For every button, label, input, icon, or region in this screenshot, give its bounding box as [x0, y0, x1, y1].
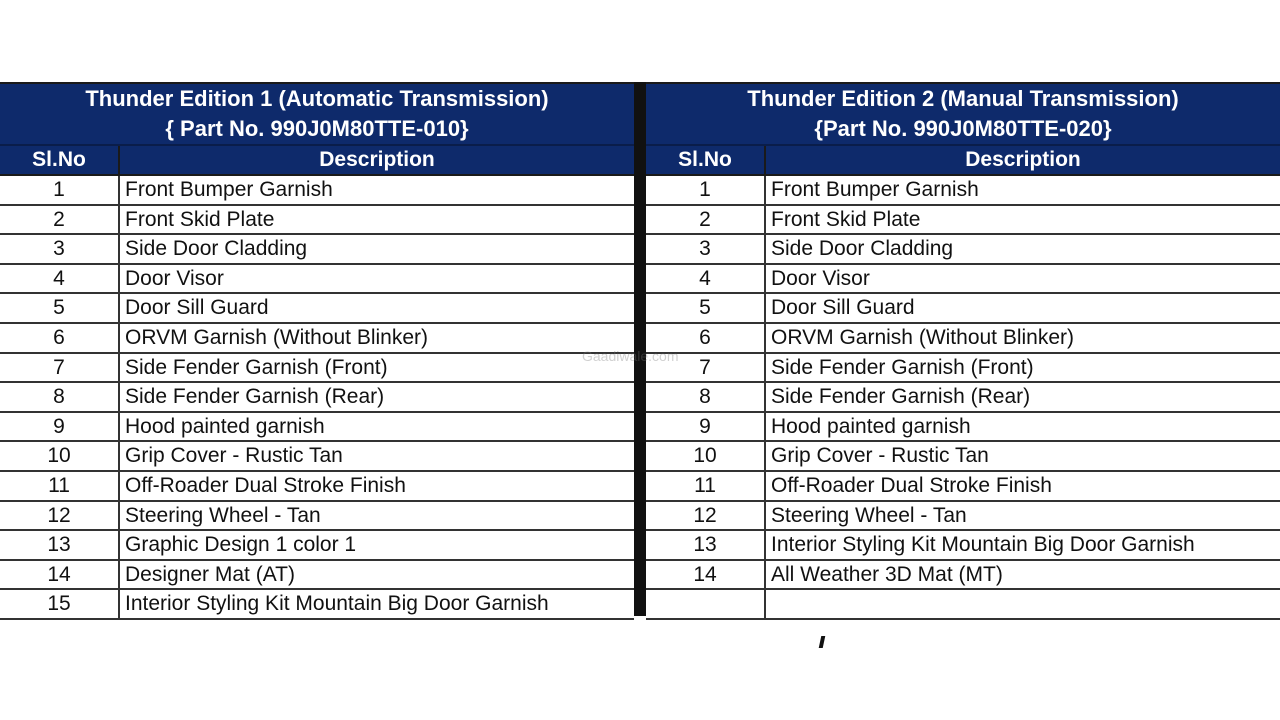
cell-description: Grip Cover - Rustic Tan	[771, 444, 989, 468]
table-body	[0, 176, 634, 620]
cell-sl-no: 13	[646, 531, 766, 559]
cell-description: Interior Styling Kit Mountain Big Door Garnish	[771, 533, 1195, 557]
cell-description: Front Skid Plate	[125, 207, 275, 231]
cell-sl-no: 6	[0, 324, 120, 352]
cell-sl-no: 10	[0, 442, 120, 470]
cell-description: Grip Cover - Rustic Tan	[125, 444, 343, 468]
table-thunder-edition-1	[0, 82, 634, 618]
cell-description: Graphic Design 1 color 1	[125, 533, 357, 557]
cell-description: Side Fender Garnish (Rear)	[125, 385, 385, 409]
column-header-row	[0, 146, 634, 176]
table-row	[0, 442, 634, 472]
cell-description: Hood painted garnish	[771, 414, 971, 438]
cell-description: Side Fender Garnish (Front)	[125, 355, 388, 379]
table-thunder-edition-2	[646, 82, 1280, 618]
column-header-description: Description	[965, 148, 1081, 171]
table-body	[646, 176, 1280, 620]
table-row	[0, 531, 634, 561]
cell-sl-no: 8	[646, 383, 766, 411]
cell-sl-no: 14	[646, 561, 766, 589]
cell-sl-no: 12	[0, 502, 120, 530]
table-row	[0, 265, 634, 295]
table-row	[646, 235, 1280, 265]
cell-description: Side Door Cladding	[771, 237, 954, 261]
stray-mark	[819, 636, 826, 648]
table-row	[0, 413, 634, 443]
cell-sl-no: 12	[646, 502, 766, 530]
cell-sl-no: 9	[646, 413, 766, 441]
cell-sl-no: 11	[646, 472, 766, 500]
cell-description: Off-Roader Dual Stroke Finish	[125, 473, 406, 497]
cell-sl-no: 3	[0, 235, 120, 263]
cell-sl-no: 7	[646, 354, 766, 382]
table-row	[646, 294, 1280, 324]
cell-description: ORVM Garnish (Without Blinker)	[125, 325, 429, 349]
cell-sl-no: 1	[646, 176, 766, 204]
table-row	[0, 235, 634, 265]
table-row	[646, 206, 1280, 236]
cell-sl-no: 11	[0, 472, 120, 500]
title-line-1: Thunder Edition 2 (Manual Transmission)	[747, 86, 1179, 111]
cell-description: Steering Wheel - Tan	[125, 503, 321, 527]
table-title	[646, 84, 1280, 146]
cell-description	[766, 590, 1280, 618]
column-header-row	[646, 146, 1280, 176]
cell-description: Front Skid Plate	[771, 207, 921, 231]
column-header-sl-no: Sl.No	[646, 146, 766, 174]
cell-sl-no: 6	[646, 324, 766, 352]
table-row	[0, 561, 634, 591]
cell-description: All Weather 3D Mat (MT)	[771, 562, 1003, 586]
cell-description: Side Fender Garnish (Rear)	[771, 385, 1031, 409]
watermark-text: Gaadiwale.com	[582, 348, 679, 364]
cell-description: Side Door Cladding	[125, 237, 308, 261]
cell-sl-no: 2	[646, 206, 766, 234]
cell-sl-no: 1	[0, 176, 120, 204]
cell-sl-no: 2	[0, 206, 120, 234]
table-row	[0, 590, 634, 620]
table-title	[0, 84, 634, 146]
table-row	[0, 354, 634, 384]
cell-description: Door Sill Guard	[125, 296, 269, 320]
cell-sl-no: 14	[0, 561, 120, 589]
cell-sl-no: 5	[0, 294, 120, 322]
cell-sl-no: 10	[646, 442, 766, 470]
table-row	[646, 472, 1280, 502]
cell-sl-no: 15	[0, 590, 120, 618]
table-row	[646, 590, 1280, 620]
table-row	[646, 531, 1280, 561]
cell-sl-no	[646, 590, 766, 618]
cell-description: Off-Roader Dual Stroke Finish	[771, 473, 1052, 497]
cell-sl-no: 5	[646, 294, 766, 322]
cell-sl-no: 7	[0, 354, 120, 382]
cell-description: Front Bumper Garnish	[771, 178, 979, 201]
cell-description: Door Visor	[771, 266, 870, 290]
cell-description: Interior Styling Kit Mountain Big Door Garnish	[125, 592, 549, 616]
cell-sl-no: 3	[646, 235, 766, 263]
title-line-1: Thunder Edition 1 (Automatic Transmission)	[85, 86, 549, 111]
cell-sl-no: 8	[0, 383, 120, 411]
table-row	[0, 176, 634, 206]
table-row	[646, 176, 1280, 206]
cell-sl-no: 13	[0, 531, 120, 559]
table-row	[0, 472, 634, 502]
cell-description: Designer Mat (AT)	[125, 562, 295, 586]
cell-description: Door Sill Guard	[771, 296, 915, 320]
table-row	[646, 324, 1280, 354]
table-row	[0, 383, 634, 413]
table-row	[646, 383, 1280, 413]
cell-sl-no: 4	[0, 265, 120, 293]
table-row	[0, 294, 634, 324]
table-row	[646, 442, 1280, 472]
table-row	[0, 206, 634, 236]
table-row	[0, 502, 634, 532]
cell-sl-no: 9	[0, 413, 120, 441]
table-row	[646, 413, 1280, 443]
cell-description: Hood painted garnish	[125, 414, 325, 438]
column-header-description: Description	[319, 148, 435, 171]
table-row	[646, 502, 1280, 532]
cell-sl-no: 4	[646, 265, 766, 293]
table-row	[646, 354, 1280, 384]
title-line-2: { Part No. 990J0M80TTE-010}	[165, 116, 469, 141]
column-header-sl-no: Sl.No	[0, 146, 120, 174]
cell-description: ORVM Garnish (Without Blinker)	[771, 325, 1075, 349]
cell-description: Side Fender Garnish (Front)	[771, 355, 1034, 379]
title-line-2: {Part No. 990J0M80TTE-020}	[814, 116, 1112, 141]
cell-description: Door Visor	[125, 266, 224, 290]
table-row	[646, 265, 1280, 295]
table-row	[646, 561, 1280, 591]
cell-description: Steering Wheel - Tan	[771, 503, 967, 527]
cell-description: Front Bumper Garnish	[125, 178, 333, 201]
table-row	[0, 324, 634, 354]
